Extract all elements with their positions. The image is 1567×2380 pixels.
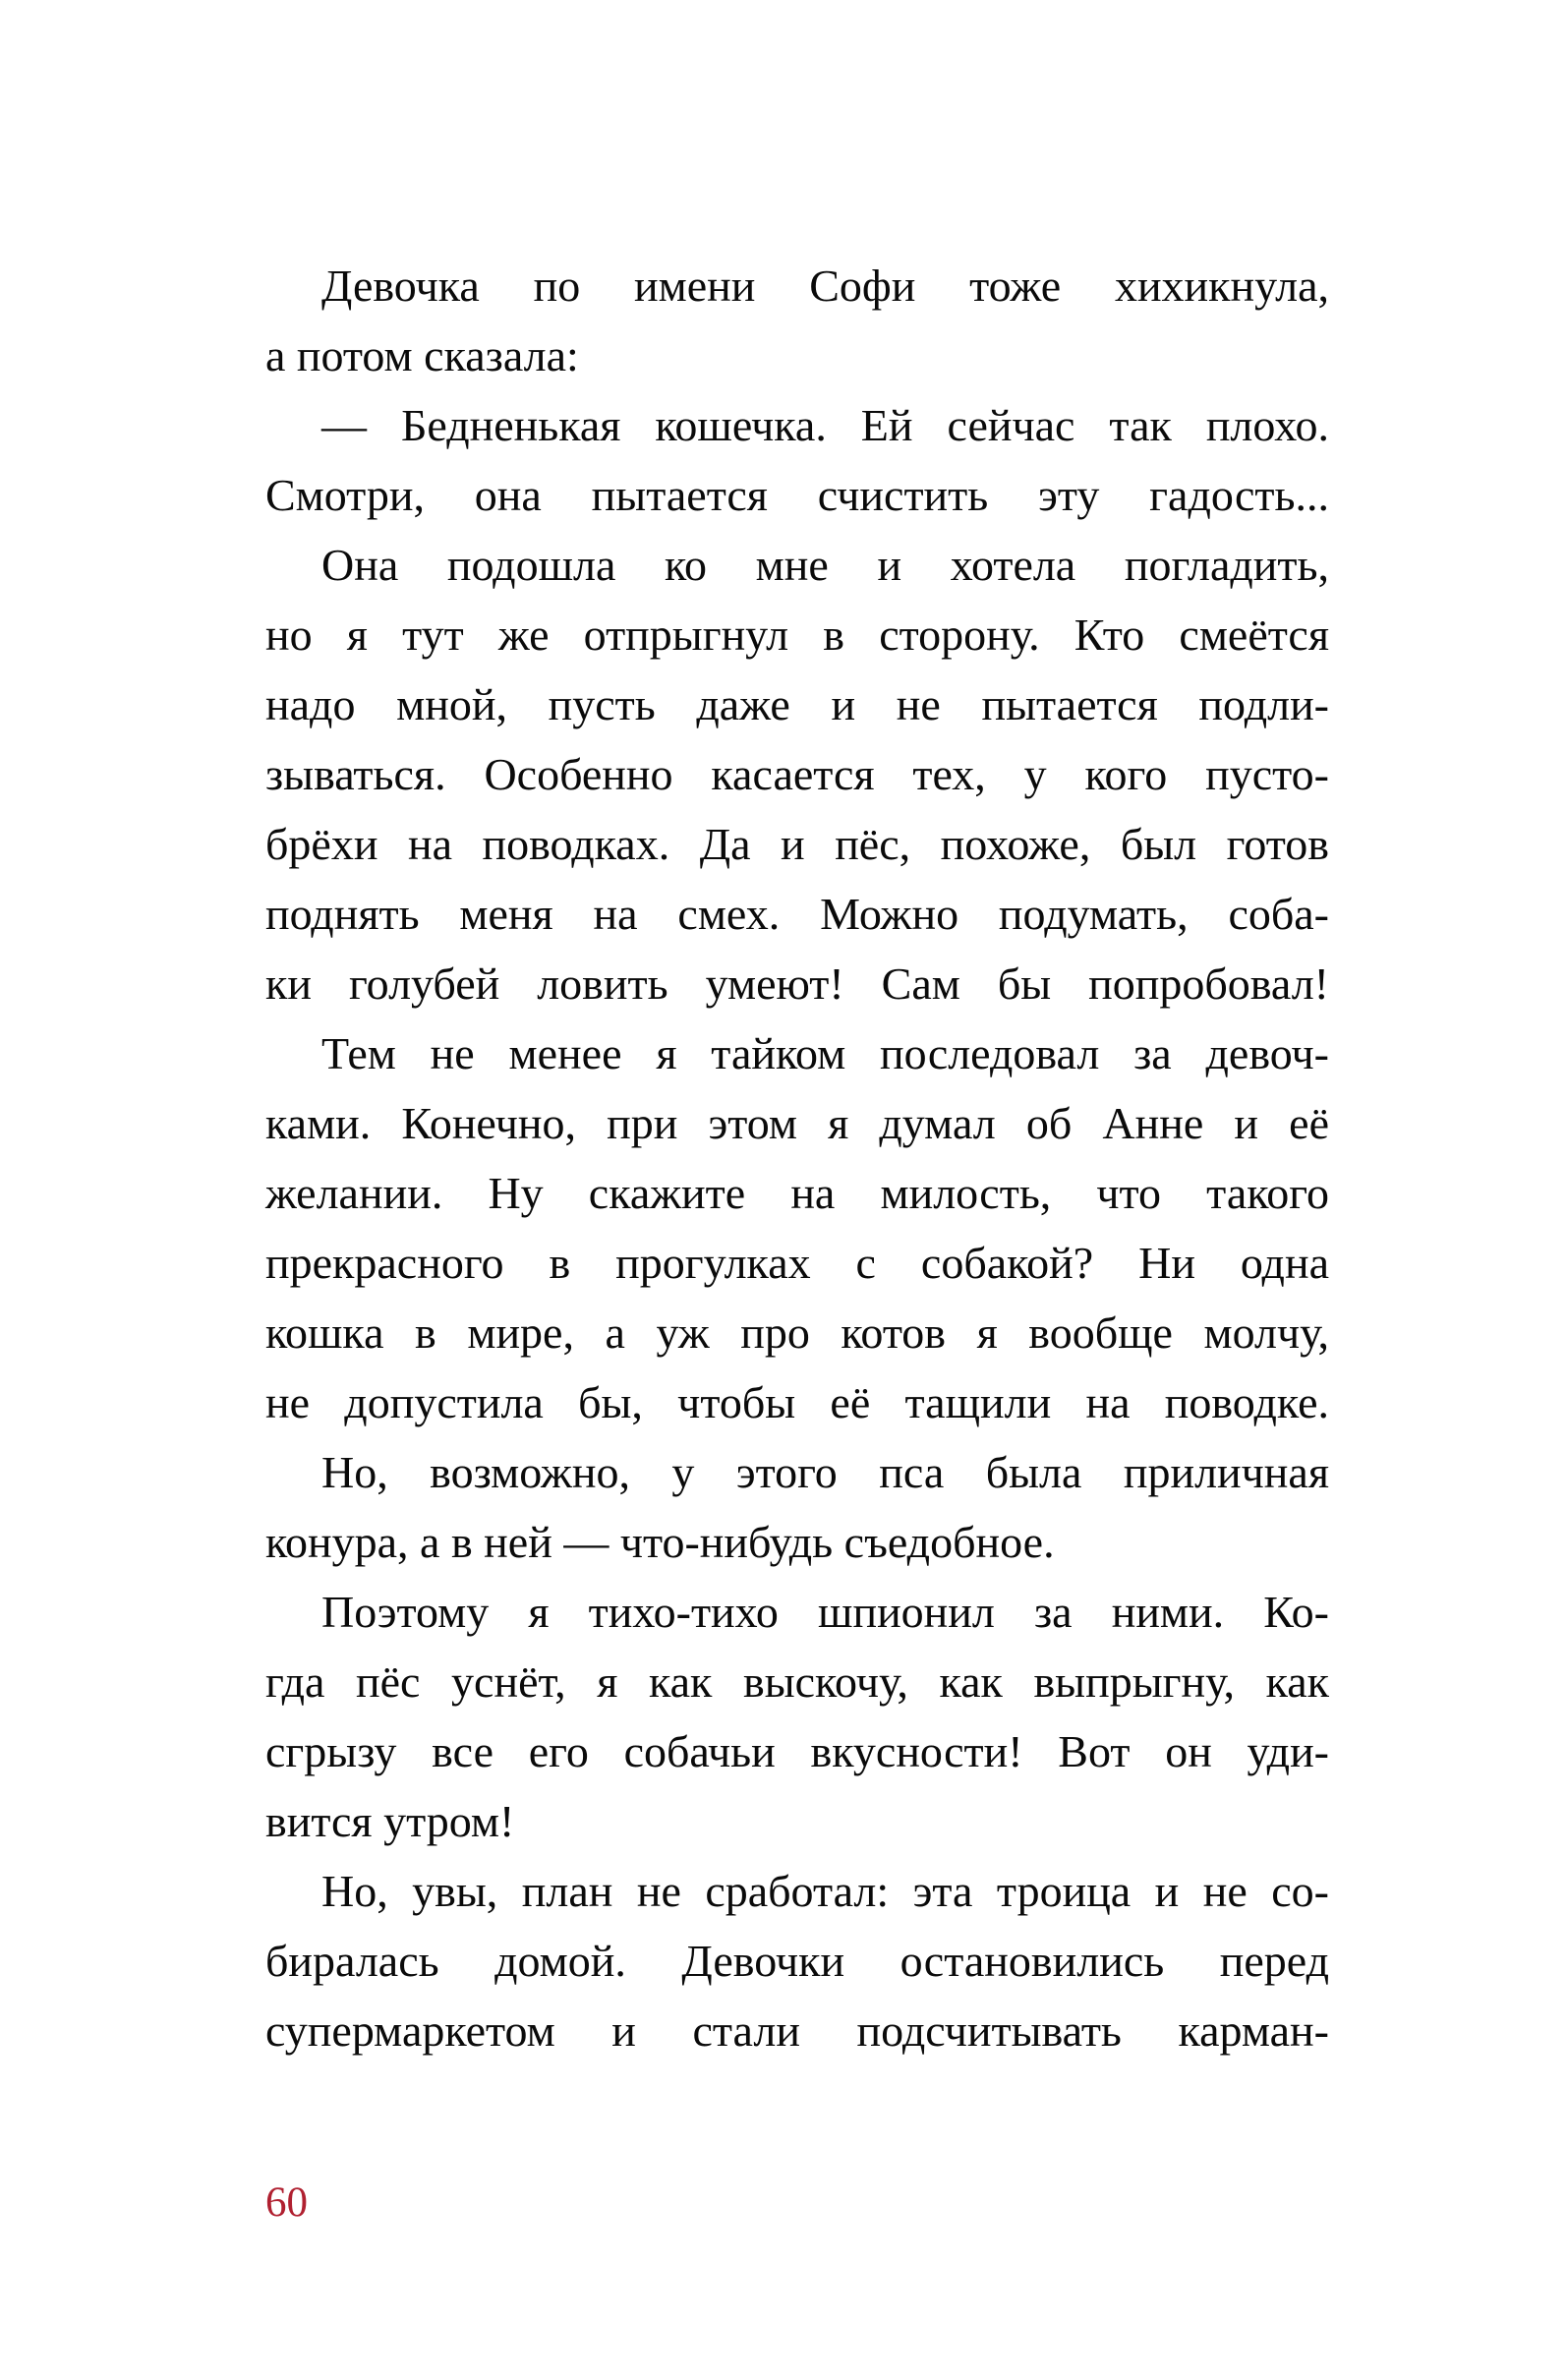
text-line: кошка в мире, а уж про котов я вообще молчу,: [265, 1307, 1329, 1358]
text-line: конура, а в ней — что-нибудь съедобное.: [265, 1517, 1055, 1567]
paragraph: [265, 1856, 1329, 2065]
text-line: биралась домой. Девочки остановились перед: [265, 1936, 1329, 1986]
text-line: желании. Ну скажите на милость, что такого: [265, 1168, 1329, 1218]
text-line: Смотри, она пытается счистить эту гадость...: [265, 470, 1329, 520]
text-line: супермаркетом и стали подсчитывать карман-: [265, 2005, 1329, 2056]
text-line: гда пёс уснёт, я как выскочу, как выпрыгну, как: [265, 1656, 1329, 1707]
text-line: а потом сказала:: [265, 330, 579, 380]
text-line: брёхи на поводках. Да и пёс, похоже, был готов: [265, 819, 1329, 869]
page-text: [265, 251, 1329, 2065]
text-line: сгрызу все его собачьи вкусности! Вот он уди-: [265, 1726, 1329, 1776]
text-line: Но, увы, план не сработал: эта троица и не со-: [321, 1866, 1329, 1916]
text-line: — Бедненькая кошечка. Ей сейчас так плохо.: [321, 400, 1329, 450]
text-line: Поэтому я тихо-тихо шпионил за ними. Ко-: [321, 1587, 1329, 1637]
paragraph: [265, 251, 1329, 390]
text-line: ки голубей ловить умеют! Сам бы попробовал!: [265, 958, 1329, 1009]
paragraph: [265, 530, 1329, 1018]
text-line: Но, возможно, у этого пса была приличная: [321, 1447, 1329, 1497]
page-number: 60: [265, 2179, 308, 2226]
text-line: но я тут же отпрыгнул в сторону. Кто смеётся: [265, 610, 1329, 660]
text-line: прекрасного в прогулках с собакой? Ни одна: [265, 1238, 1329, 1288]
text-line: надо мной, пусть даже и не пытается подли-: [265, 679, 1329, 729]
paragraph: [265, 1577, 1329, 1856]
text-line: Она подошла ко мне и хотела погладить,: [321, 540, 1329, 590]
text-line: ками. Конечно, при этом я думал об Анне и её: [265, 1098, 1329, 1148]
paragraph: [265, 1437, 1329, 1577]
text-line: Девочка по имени Софи тоже хихикнула,: [321, 261, 1329, 311]
paragraph: [265, 1018, 1329, 1437]
text-line: не допустила бы, чтобы её тащили на поводке.: [265, 1377, 1329, 1427]
text-line: поднять меня на смех. Можно подумать, соба-: [265, 889, 1329, 939]
text-line: зываться. Особенно касается тех, у кого пусто-: [265, 749, 1329, 799]
text-line: вится утром!: [265, 1796, 515, 1846]
paragraph: [265, 390, 1329, 530]
text-line: Тем не менее я тайком последовал за девоч-: [321, 1028, 1329, 1078]
